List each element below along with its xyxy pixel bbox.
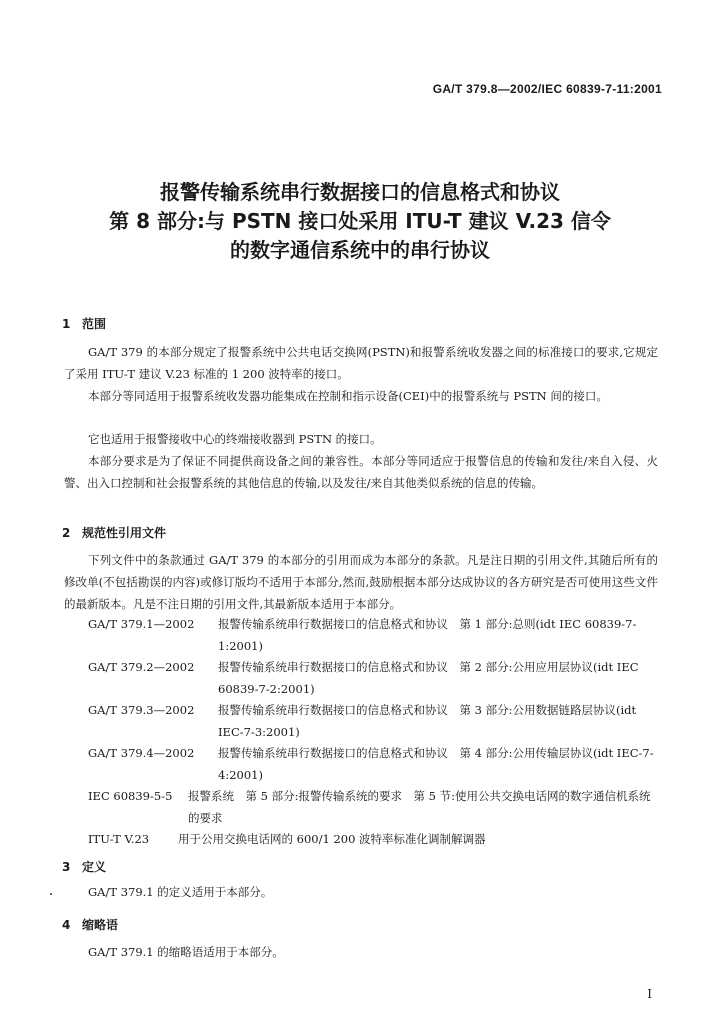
reference-description: 报警系统 第 5 部分:报警传输系统的要求 第 5 节:使用公共交换电话网的数字通信机系统的要求 bbox=[188, 789, 651, 825]
reference-code: GA/T 379.4—2002 bbox=[88, 746, 195, 760]
reference-item bbox=[88, 656, 660, 700]
title-line-2: 第 8 部分:与 PSTN 接口处采用 ITU-T 建议 V.23 信令 bbox=[109, 209, 611, 233]
section-4-title: 缩略语 bbox=[82, 918, 119, 932]
reference-code: GA/T 379.3—2002 bbox=[88, 703, 195, 717]
section-1-paragraph-3: 它也适用于报警接收中心的终端接收器到 PSTN 的接口。 bbox=[88, 432, 382, 446]
section-1-heading bbox=[62, 315, 106, 332]
standard-code-header: GA/T 379.8—2002/IEC 60839-7-11:2001 bbox=[432, 82, 662, 96]
reference-item bbox=[88, 828, 660, 850]
section-2-heading bbox=[62, 524, 166, 541]
reference-code: GA/T 379.2—2002 bbox=[88, 660, 195, 674]
reference-item bbox=[88, 613, 660, 657]
reference-description: 报警传输系统串行数据接口的信息格式和协议 第 4 部分:公用传输层协议(idt IEC-7-4:2001) bbox=[218, 746, 654, 782]
section-3-title: 定义 bbox=[82, 860, 107, 874]
section-2-title: 规范性引用文件 bbox=[82, 526, 167, 540]
title-line-1: 报警传输系统串行数据接口的信息格式和协议 bbox=[160, 180, 560, 204]
reference-code: IEC 60839-5-5 bbox=[88, 789, 173, 803]
section-2-paragraph-1: 下列文件中的条款通过 GA/T 379 的本部分的引用而成为本部分的条款。凡是注日期的引用文件,其随后所有的修改单(不包括勘误的内容)或修订版均不适用于本部分,然而,鼓励根据本部分达成协议的各方研究是否可使用这些文件的最新版本。凡是不注日期的引用文件,其最新版本适用于本部分。 bbox=[64, 553, 658, 611]
section-3-paragraph-1: GA/T 379.1 的定义适用于本部分。 bbox=[88, 885, 273, 899]
reference-description: 报警传输系统串行数据接口的信息格式和协议 第 2 部分:公用应用层协议(idt IEC 60839-7-2:2001) bbox=[218, 660, 639, 696]
section-1-number: 1 bbox=[62, 317, 71, 331]
reference-description: 用于公用交换电话网的 600/1 200 波特率标准化调制解调器 bbox=[178, 832, 486, 846]
section-4-number: 4 bbox=[62, 918, 71, 932]
reference-description: 报警传输系统串行数据接口的信息格式和协议 第 1 部分:总则(idt IEC 60839-7-1:2001) bbox=[218, 617, 637, 653]
reference-item bbox=[88, 785, 660, 829]
reference-description: 报警传输系统串行数据接口的信息格式和协议 第 3 部分:公用数据链路层协议(idt IEC-7-3:2001) bbox=[218, 703, 637, 739]
reference-item bbox=[88, 699, 660, 743]
document-title bbox=[60, 178, 660, 265]
section-1-paragraph-2: 本部分等同适用于报警系统收发器功能集成在控制和指示设备(CEI)中的报警系统与 PSTN 间的接口。 bbox=[88, 389, 608, 403]
section-1-title: 范围 bbox=[82, 317, 107, 331]
page-number: I bbox=[647, 987, 652, 1001]
section-1-paragraph-1: GA/T 379 的本部分规定了报警系统中公共电话交换网(PSTN)和报警系统收发器之间的标准接口的要求,它规定了采用 ITU-T 建议 V.23 标准的 1 200 波特率的接口。 bbox=[64, 345, 658, 381]
section-4-heading bbox=[62, 916, 118, 933]
reference-code: GA/T 379.1—2002 bbox=[88, 617, 195, 631]
section-2-number: 2 bbox=[62, 526, 71, 540]
reference-code: ITU-T V.23 bbox=[88, 832, 150, 846]
scan-mark bbox=[50, 893, 52, 895]
reference-item bbox=[88, 742, 660, 786]
title-line-3: 的数字通信系统中的串行协议 bbox=[230, 238, 490, 262]
section-1-paragraph-4: 本部分要求是为了保证不同提供商设备之间的兼容性。本部分等同适应于报警信息的传输和发往/来自入侵、火警、出入口控制和社会报警系统的其他信息的传输,以及发往/来自其他类似系统的信息的传输。 bbox=[64, 454, 658, 490]
section-4-paragraph-1: GA/T 379.1 的缩略语适用于本部分。 bbox=[88, 945, 284, 959]
section-3-heading bbox=[62, 858, 106, 875]
section-3-number: 3 bbox=[62, 860, 71, 874]
